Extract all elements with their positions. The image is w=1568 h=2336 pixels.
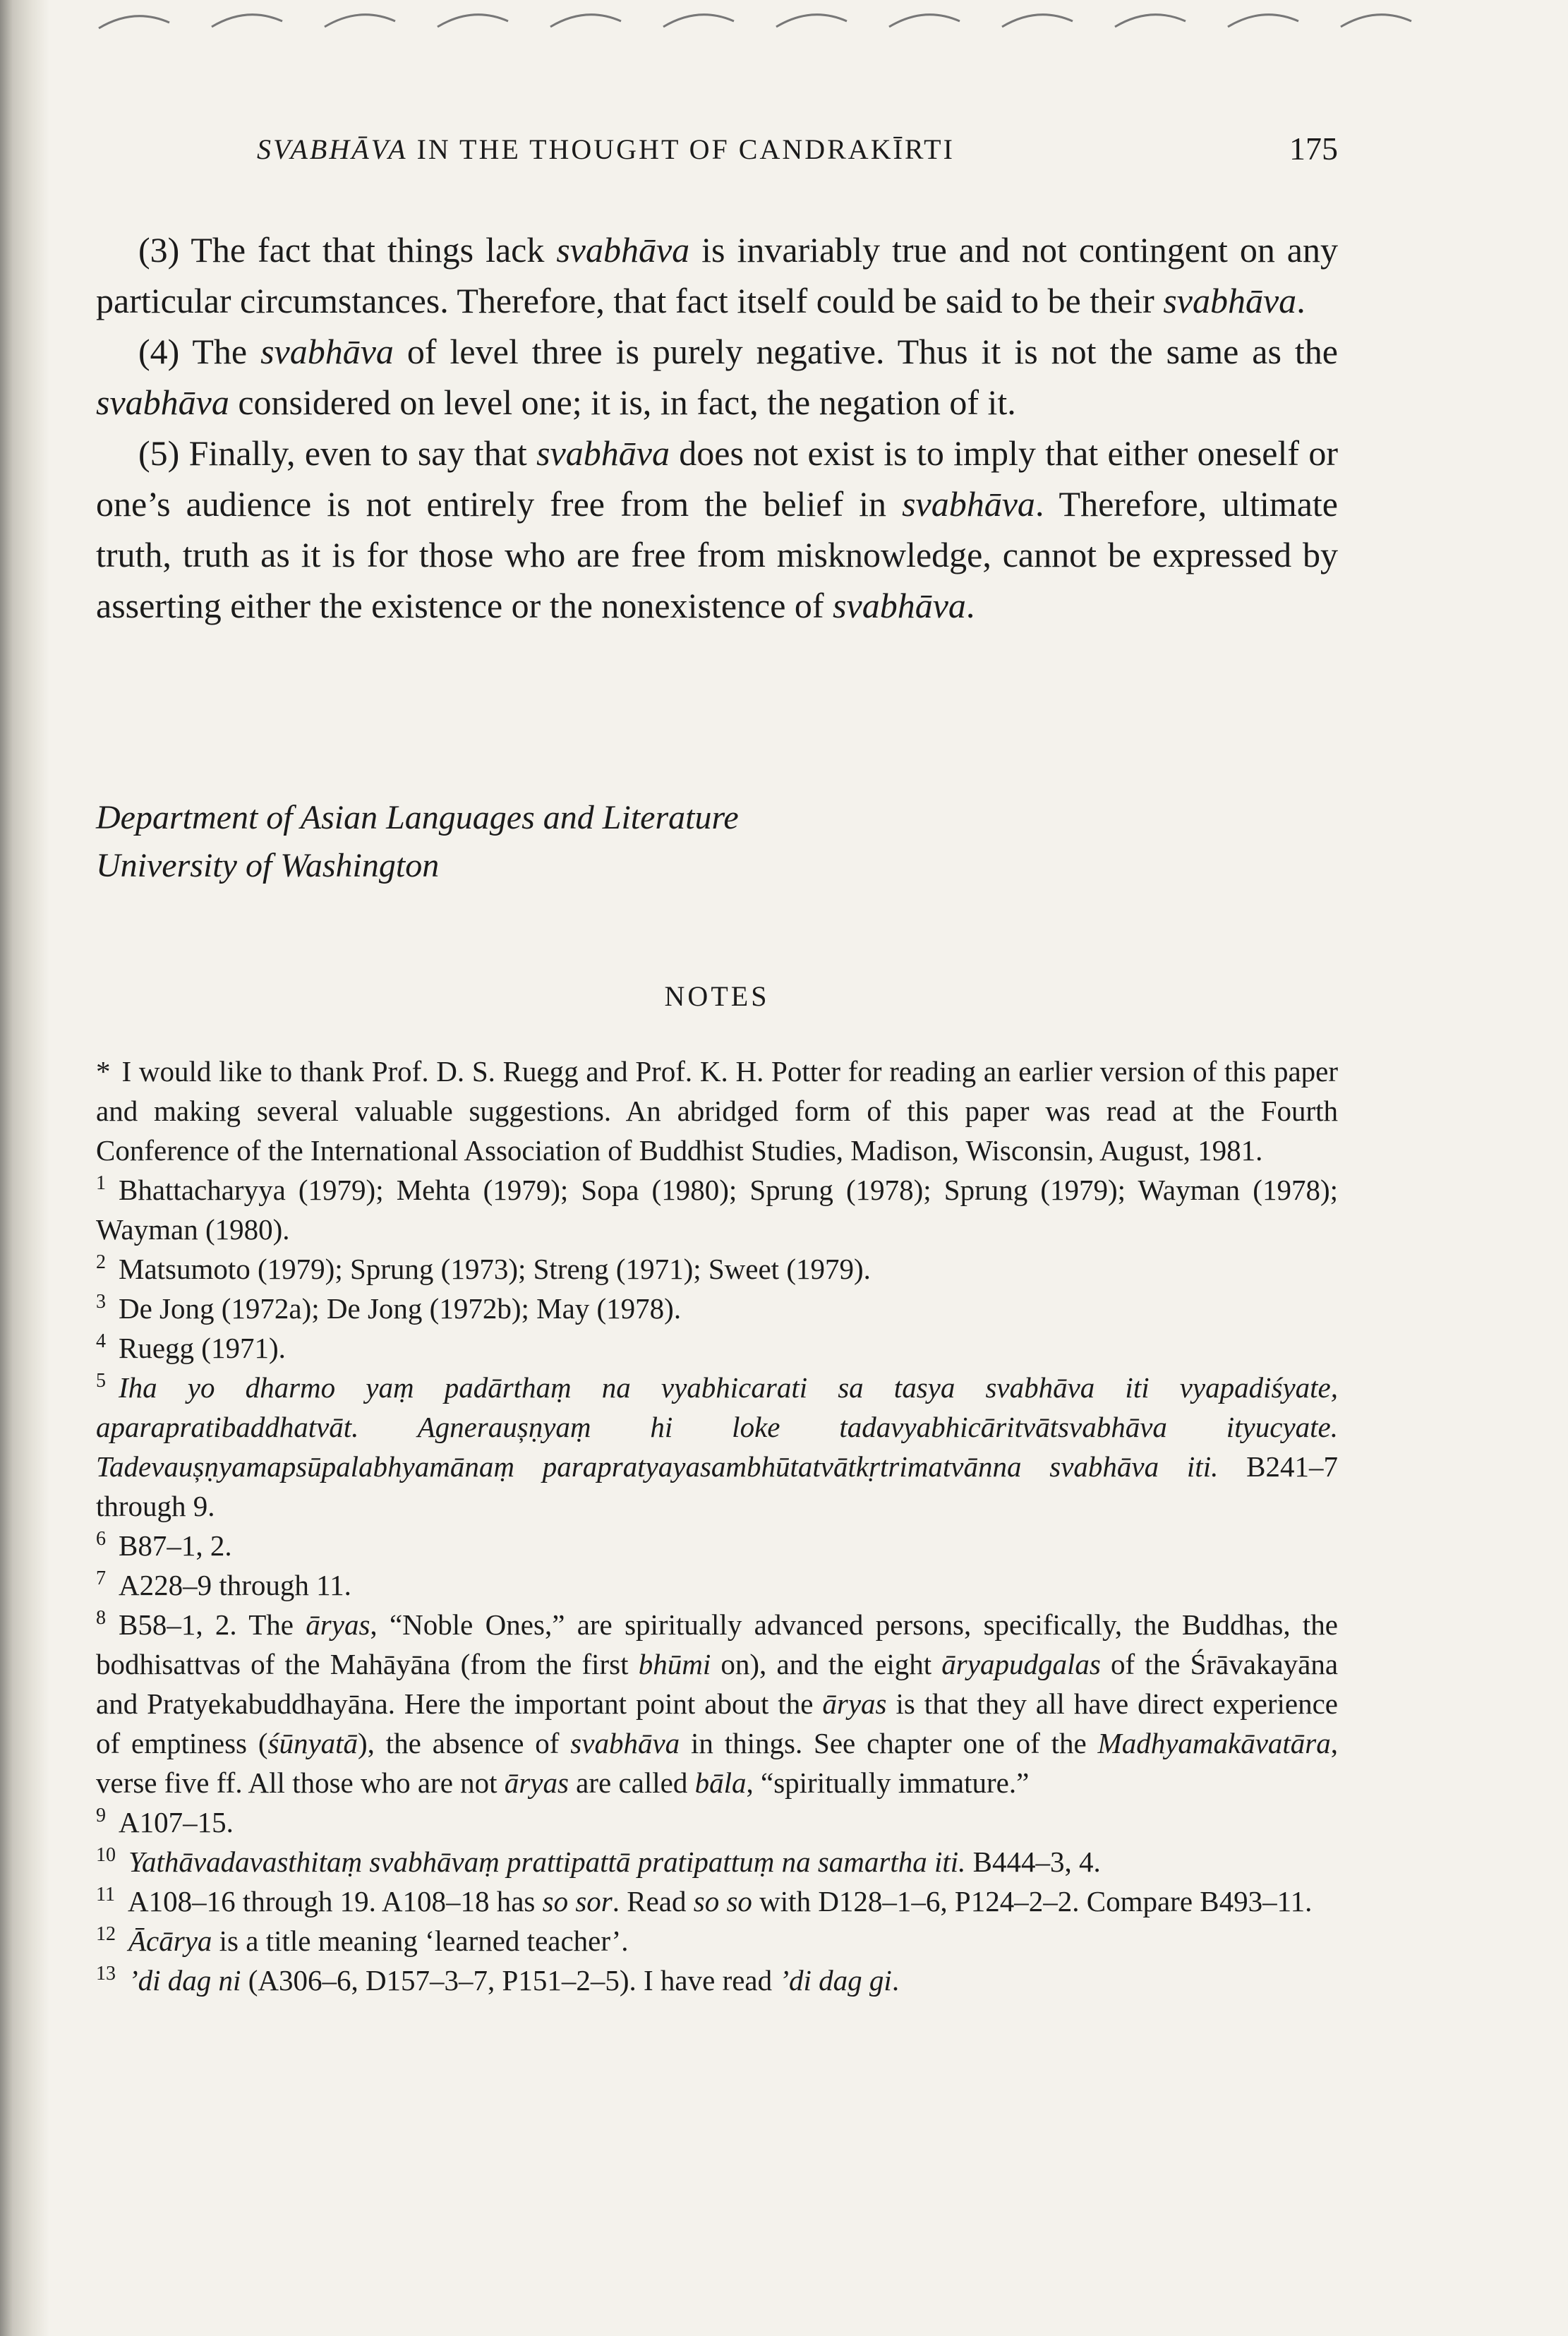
note-2: $^2$ Matsumoto (1979); Sprung (1973); Streng (1971); Sweet (1979). bbox=[96, 1251, 871, 1285]
paragraph-4: (4) The svabhāva of level three is purely negative. Thus it is not the same as the svabhāva considered on level one; it is, in fact, the negation of it. bbox=[96, 332, 1338, 422]
note-6: $^6$ B87–1, 2. bbox=[96, 1528, 232, 1562]
page-number: 175 bbox=[1289, 131, 1338, 167]
note-12: $^{12}$ Ācārya is a title meaning ‘learned teacher’. bbox=[96, 1923, 629, 1957]
note-10: $^{10}$ Yathāvadavasthitaṃ svabhāvaṃ prattipattā pratipattuṃ na samartha iti. B444–3, 4. bbox=[96, 1844, 1101, 1878]
note-7: $^7$ A228–9 through 11. bbox=[96, 1567, 351, 1601]
note-11: $^{11}$ A108–16 through 19. A108–18 has so sor. Read so so with D128–1–6, P124–2–2. Compare B493–11. bbox=[96, 1884, 1313, 1917]
scan-edge-shadow bbox=[0, 0, 49, 2336]
note-star: * I would like to thank Prof. D. S. Ruegg and Prof. K. H. Potter for reading an earlier version of this paper and making several valuable suggestions. An abridged form of this paper was read at the Fourth Conference of the International Association of Buddhist Studies, Madison, Wisconsin, August, 1981. bbox=[96, 1055, 1338, 1167]
affiliation bbox=[96, 794, 739, 890]
note-1: $^1$ Bhattacharyya (1979); Mehta (1979); Sopa (1980); Sprung (1978); Sprung (1979); Wayman (1978); Wayman (1980). bbox=[96, 1172, 1338, 1246]
affiliation-department: Department of Asian Languages and Literature bbox=[96, 799, 739, 836]
affiliation-university: University of Washington bbox=[96, 847, 440, 884]
note-8: $^8$ B58–1, 2. The āryas, “Noble Ones,” are spiritually advanced persons, specifically, the Buddhas, the bodhisattvas of the Mahāyāna (from the first bhūmi on), and the eight āryapudgalas of the Śrāvakayāna and Pratyekabuddhayāna. Here the important point about the āryas is that they all have direct experience of emptiness (śūnyatā), the absence of svabhāva in things. See chapter one of the Madhyamakāvatāra, verse five ff. All those who are not āryas are called bāla, “spiritually immature.” bbox=[96, 1607, 1339, 1799]
paragraph-5: (5) Finally, even to say that svabhāva does not exist is to imply that either oneself or one’s audience is not entirely free from the belief in svabhāva. Therefore, ultimate truth, truth as it is for those who are free from misknowledge, cannot be expressed by asserting either the existence or the nonexistence of svabhāva. bbox=[96, 433, 1338, 625]
paragraph-3: (3) The fact that things lack svabhāva is invariably true and not contingent on any particular circumstances. Therefore, that fact itself could be said to be their svabhāva. bbox=[96, 230, 1338, 320]
body-text bbox=[96, 224, 1338, 631]
running-head-italic: SVABHĀVA bbox=[257, 133, 408, 165]
note-9: $^9$ A107–15. bbox=[96, 1805, 234, 1838]
note-13: $^{13}$ ’di dag ni (A306–6, D157–3–7, P151–2–5). I have read ’di dag gi. bbox=[96, 1963, 900, 1997]
notes-list bbox=[96, 1052, 1338, 2000]
running-head bbox=[257, 133, 1338, 166]
notes-heading: NOTES bbox=[664, 980, 770, 1012]
note-4: $^4$ Ruegg (1971). bbox=[96, 1330, 286, 1364]
note-3: $^3$ De Jong (1972a); De Jong (1972b); May (1978). bbox=[96, 1291, 682, 1325]
scan-top-edge-marks bbox=[0, 0, 1568, 56]
running-head-title: IN THE THOUGHT OF CANDRAKĪRTI bbox=[416, 133, 955, 165]
note-5: $^5$ Iha yo dharmo yaṃ padārthaṃ na vyabhicarati sa tasya svabhāva iti vyapadiśyate, aparapratibaddhatvāt. Agneraușṇyaṃ hi loke tadavyabhicāritvātsvabhāva ityucyate. Tadevaușṇyamapsūpalabhyamānaṃ parapratyayasambhūtatvātkṛtrimatvānna svabhāva iti. B241–7 through 9. bbox=[96, 1370, 1338, 1522]
